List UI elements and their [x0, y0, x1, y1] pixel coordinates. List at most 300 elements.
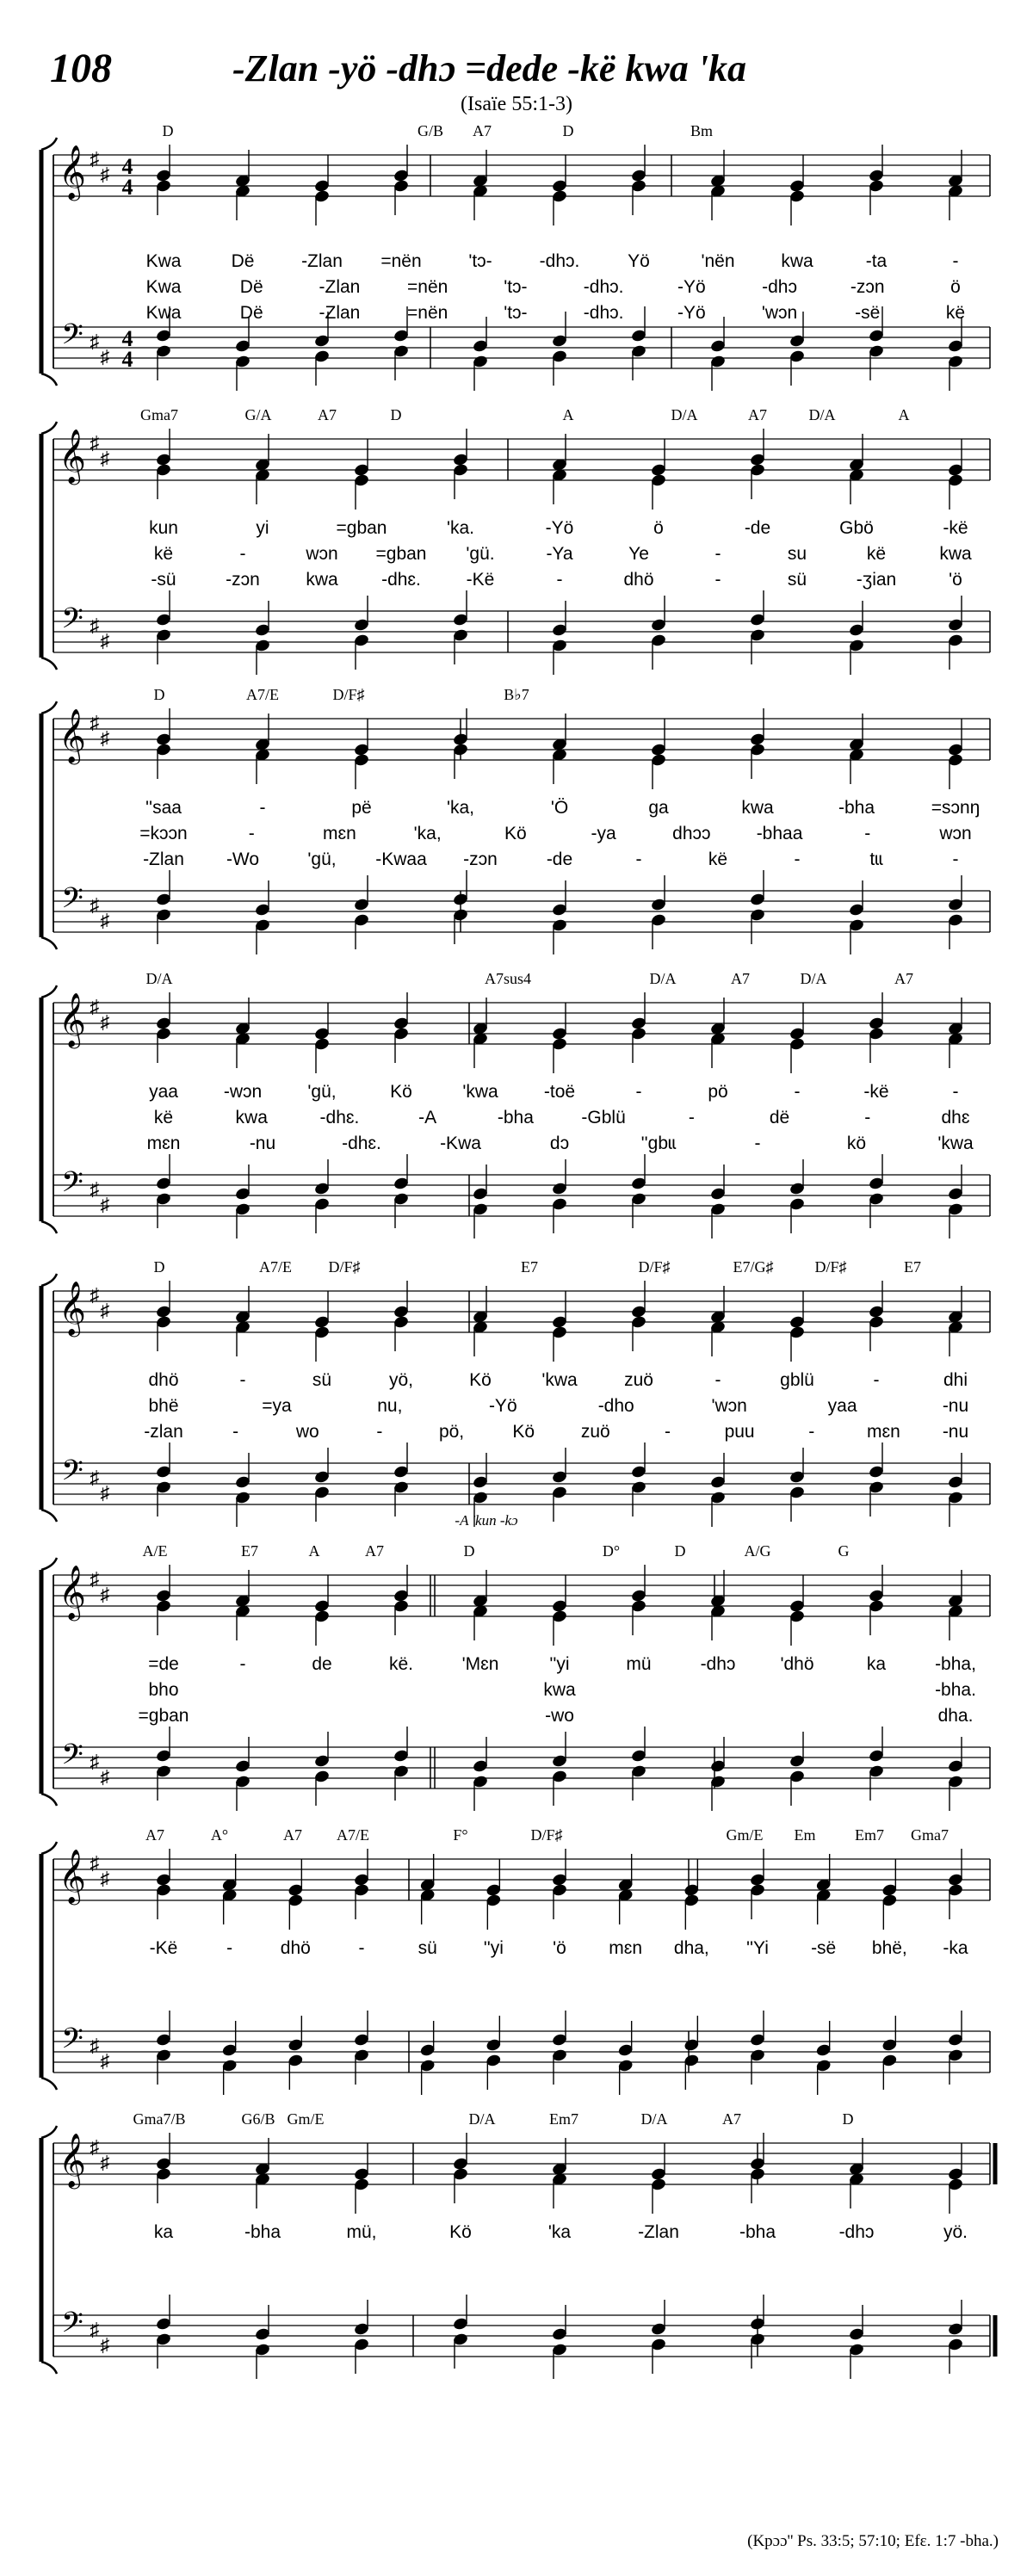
chord-symbol: F° — [453, 1826, 468, 1844]
lyric-syllable: =nën — [407, 303, 448, 323]
lyric-syllable: - — [226, 1938, 233, 1958]
lyric-syllable: -bha, — [935, 1654, 976, 1674]
lyric-syllable: 'ö — [553, 1938, 566, 1958]
lyric-syllable: - — [239, 1654, 246, 1674]
system-3 — [41, 686, 990, 954]
lyric-syllable: 'wɔn — [761, 303, 798, 323]
lyric-syllable: yö, — [388, 1370, 414, 1390]
lyric-syllable: ö — [950, 277, 961, 297]
hymn-number: 108 — [50, 46, 112, 91]
treble-clef-icon: 𝄞 — [59, 145, 86, 199]
lyric-syllable: ka — [866, 1654, 887, 1674]
bracket-hook — [41, 1842, 57, 2090]
chord-symbol: G — [838, 1542, 850, 1560]
lyric-syllable: mü — [626, 1654, 652, 1674]
lyric-syllable: - — [239, 1370, 246, 1390]
lyric-syllable: -dhɔ. — [583, 303, 624, 323]
key-sharp-icon: ♯ — [90, 1178, 100, 1200]
lyric-syllable: -Yö — [677, 277, 706, 297]
treble-clef-icon: 𝄞 — [59, 1565, 86, 1619]
lyric-syllable: -Zlan — [319, 277, 361, 297]
chord-symbol: D/A — [808, 406, 836, 423]
bracket-hook — [41, 138, 57, 386]
lyric-syllable: -kë — [943, 518, 968, 538]
key-sharp-icon: ♯ — [100, 1194, 110, 1215]
chord-symbol: D/F♯ — [328, 1258, 361, 1276]
lyric-syllable: 'ö — [949, 570, 962, 590]
lyric-syllable: - — [239, 544, 246, 564]
lyric-syllable: -Yö — [545, 518, 574, 538]
lyric-syllable: yaa — [827, 1396, 857, 1416]
lyric-syllable: ''saa — [145, 798, 182, 818]
chord-symbol: Em7 — [549, 2110, 578, 2128]
bracket-hook — [41, 701, 57, 949]
lyric-syllable: gblü — [780, 1370, 814, 1390]
chord-symbol: A — [898, 406, 910, 423]
key-sharp-icon: ♯ — [90, 432, 100, 454]
treble-staff — [53, 1565, 990, 1622]
chord-symbol: D/A — [145, 970, 173, 987]
bass-staff — [53, 318, 990, 372]
lyric-syllable: =ya — [262, 1396, 292, 1416]
lyric-syllable: -së — [811, 1938, 837, 1958]
lyric-syllable: Dë — [231, 251, 255, 271]
chord-symbol: A/G — [744, 1542, 771, 1560]
treble-staff — [53, 1281, 990, 1337]
lyric-syllable: Gbö — [839, 518, 874, 538]
lyric-syllable: - — [635, 849, 642, 869]
lyric-syllable: kwa — [781, 251, 813, 271]
lyric-syllable: =nën — [407, 277, 448, 297]
key-sharp-icon: ♯ — [90, 1284, 100, 1306]
lyric-syllable: =gban — [375, 544, 427, 564]
chord-symbol: Em7 — [855, 1826, 884, 1844]
chord-symbol: A/E — [142, 1542, 168, 1560]
key-sharp-icon: ♯ — [100, 1011, 110, 1033]
treble-clef-icon: 𝄞 — [59, 992, 86, 1047]
lyric-syllable: =gban — [336, 518, 387, 538]
bass-clef-icon: 𝄢 — [61, 882, 84, 922]
lyric-syllable: 'ka, — [413, 824, 442, 843]
bass-clef-icon: 𝄢 — [61, 318, 84, 358]
lyric-syllable: 'nën — [701, 251, 735, 271]
lyric-syllable: - — [714, 570, 721, 590]
system-8 — [41, 2110, 995, 2379]
lyric-syllable: - — [248, 824, 255, 843]
lyric-syllable: Kwa — [145, 277, 182, 297]
lyric-syllable: =gban — [138, 1706, 189, 1726]
system-7 — [41, 1826, 990, 2095]
lyric-syllable: kë — [153, 1108, 174, 1127]
treble-clef-icon: 𝄞 — [59, 1849, 86, 1903]
chord-symbol: D/A — [800, 970, 827, 987]
chord-symbol: A7 — [145, 1826, 164, 1844]
chord-symbol: Em — [794, 1826, 816, 1844]
lyric-syllable: ga — [648, 798, 669, 818]
lyric-syllable: kë. — [388, 1654, 414, 1674]
lyric-syllable: kun — [149, 518, 178, 538]
lyric-syllable: Kwa — [145, 303, 182, 323]
key-sharp-icon: ♯ — [100, 164, 110, 185]
chord-symbol: Gma7 — [911, 1826, 949, 1844]
chord-symbol: D — [153, 1258, 165, 1276]
lyric-syllable: - — [358, 1938, 365, 1958]
lyric-syllable: puu — [724, 1422, 755, 1442]
treble-clef-icon: 𝄞 — [59, 429, 86, 483]
noteheads — [155, 708, 963, 954]
chord-symbol: A° — [210, 1826, 229, 1844]
lyric-syllable: 'tɔ- — [468, 251, 492, 271]
lyric-syllable: dhö — [623, 570, 654, 590]
chord-symbol: D/A — [468, 2110, 496, 2128]
lyric-syllable: - — [556, 570, 563, 590]
scripture-reference: (Isaïe 55:1-3) — [461, 93, 572, 115]
lyric-syllable: 'gü, — [307, 849, 337, 869]
lyric-syllable: -kë — [863, 1082, 889, 1102]
lyric-syllable: bhë, — [871, 1938, 907, 1958]
treble-clef-icon: 𝄞 — [59, 1281, 86, 1335]
lyric-syllable: kwa — [306, 570, 338, 590]
lyric-syllable: Kö — [390, 1082, 412, 1102]
treble-clef-icon: 𝄞 — [59, 2133, 86, 2187]
chord-symbol: A7 — [894, 970, 913, 987]
lyric-syllable: mɛn — [146, 1134, 181, 1153]
lyric-syllable: - — [259, 798, 266, 818]
key-sharp-icon: ♯ — [100, 1300, 110, 1321]
key-sharp-icon: ♯ — [90, 2319, 100, 2340]
lyric-syllable: ka — [153, 2222, 174, 2242]
chord-symbol: D — [390, 406, 402, 423]
lyric-syllable: tɩɩ — [869, 849, 883, 869]
lyric-syllable: -Ya — [546, 544, 573, 564]
treble-staff — [53, 708, 990, 765]
bass-clef-icon: 𝄢 — [61, 602, 84, 642]
chord-symbol: A7 — [473, 122, 492, 139]
chord-symbol: Gm/E — [287, 2110, 325, 2128]
bass-staff — [53, 1739, 990, 1788]
lyric-syllable: - — [794, 1082, 801, 1102]
lyric-syllable: - — [952, 849, 959, 869]
lyric-syllable: -Kë — [149, 1938, 178, 1958]
lyric-syllable: 'ka. — [446, 518, 475, 538]
key-sharp-icon: ♯ — [90, 894, 100, 916]
lyric-syllable: yö. — [943, 2222, 968, 2242]
key-sharp-icon: ♯ — [100, 346, 110, 368]
lyric-syllable: -dhɔ — [700, 1654, 736, 1674]
bass-staff — [53, 2023, 990, 2073]
lyric-syllable: -dhɛ. — [342, 1134, 381, 1153]
lyric-syllable: kë — [866, 544, 887, 564]
lyric-syllable: dhɛ — [941, 1108, 970, 1127]
key-sharp-icon: ♯ — [100, 448, 110, 469]
lyric-syllable: 'kwa — [937, 1134, 974, 1153]
lyric-syllable: -dhɛ. — [319, 1108, 360, 1127]
chord-symbol: A7 — [722, 2110, 741, 2128]
lyric-syllable: kwa — [235, 1108, 268, 1127]
lyric-syllable: kë — [708, 849, 728, 869]
lyric-syllable: -dhɔ — [838, 2222, 875, 2242]
time-signature-top: 4 — [121, 154, 133, 179]
bass-clef-icon: 𝄢 — [61, 1455, 84, 1494]
lyric-syllable: - — [664, 1422, 671, 1442]
chord-symbol: E7/G♯ — [733, 1258, 774, 1276]
bass-staff — [53, 1455, 990, 1504]
lyric-syllable: -Yö — [488, 1396, 517, 1416]
lyric-syllable: 'Ö — [550, 798, 569, 818]
chord-symbol: G6/B — [241, 2110, 275, 2128]
key-sharp-icon: ♯ — [90, 148, 100, 170]
key-sharp-icon: ♯ — [90, 1568, 100, 1590]
lyric-syllable: =nën — [380, 251, 422, 271]
system-6 — [41, 1512, 990, 1811]
lyric-syllable: pë — [351, 798, 372, 818]
key-sharp-icon: ♯ — [100, 1584, 110, 1605]
chord-symbol: D/F♯ — [638, 1258, 671, 1276]
lyric-syllable: wɔn — [939, 824, 972, 843]
bracket-hook — [41, 1274, 57, 1522]
lyric-syllable: -së — [855, 303, 881, 323]
lyric-syllable: ''Yi — [746, 1938, 769, 1958]
lyric-syllable: -ta — [865, 251, 888, 271]
lyric-syllable: zuö — [624, 1370, 653, 1390]
lyric-syllable: -bha — [739, 2222, 776, 2242]
lyric-syllable: -Kwaa — [375, 849, 427, 869]
treble-staff — [53, 1849, 990, 1906]
lyric-syllable: 'kwa — [541, 1370, 578, 1390]
lyric-syllable: - — [864, 1108, 871, 1127]
chord-symbol: A7 — [731, 970, 750, 987]
chord-symbol: A7/E — [259, 1258, 292, 1276]
lyric-syllable: -A — [418, 1108, 437, 1127]
lyric-syllable: -zlan — [144, 1422, 183, 1442]
lyric-syllable: nu, — [377, 1396, 403, 1416]
lyric-syllable: -ya — [591, 824, 616, 843]
bracket-hook — [41, 1558, 57, 1806]
chord-symbol: A7 — [748, 406, 767, 423]
chord-symbol: Bm — [690, 122, 714, 139]
time-signature-bottom: 4 — [121, 347, 133, 372]
lyric-syllable: dhö — [148, 1370, 179, 1390]
lyric-syllable: sü — [312, 1370, 332, 1390]
key-sharp-icon: ♯ — [100, 2050, 110, 2072]
lyric-syllable: dha, — [673, 1938, 709, 1958]
lyric-syllable: Dë — [239, 303, 263, 323]
chord-symbol: D — [842, 2110, 854, 2128]
lyric-syllable: dɔ — [549, 1134, 570, 1153]
bracket-hook — [41, 2126, 57, 2374]
lyric-syllable: 'ka, — [446, 798, 475, 818]
bass-clef-icon: 𝄢 — [61, 1739, 84, 1778]
lyric-syllable: -zɔn — [850, 277, 885, 297]
chord-symbol: D/F♯ — [530, 1826, 563, 1844]
lyric-syllable: 'gü. — [466, 544, 495, 564]
lyric-syllable: -Wo — [226, 849, 260, 869]
lyric-syllable: - — [952, 251, 959, 271]
system-2 — [41, 406, 990, 675]
lyric-syllable: -bhaa — [756, 824, 803, 843]
key-sharp-icon: ♯ — [90, 1852, 100, 1874]
lyric-syllable: -Zlan — [143, 849, 184, 869]
key-sharp-icon: ♯ — [90, 996, 100, 1017]
lyric-syllable: -wo — [545, 1706, 574, 1726]
lyric-syllable: -Kwa — [440, 1134, 481, 1153]
chord-symbol: A7/E — [337, 1826, 369, 1844]
lyric-syllable: 'kwa — [462, 1082, 498, 1102]
lyric-syllable: dhɔɔ — [672, 824, 711, 843]
chord-symbol: A7 — [283, 1826, 302, 1844]
chord-symbol: D/F♯ — [332, 686, 365, 703]
lyric-syllable: -Yö — [677, 303, 706, 323]
lyric-syllable: -Zlan — [301, 251, 343, 271]
key-sharp-icon: ♯ — [90, 2035, 100, 2056]
lyric-syllable: dhö — [280, 1938, 311, 1958]
lyric-syllable: ''yi — [549, 1654, 570, 1674]
lyric-syllable: -bha — [244, 2222, 281, 2242]
lyric-syllable: -dhɛ. — [381, 570, 421, 590]
lyric-syllable: - — [952, 1082, 959, 1102]
lyric-syllable: - — [864, 824, 871, 843]
lyric-syllable: -dhɔ. — [583, 277, 624, 297]
lyric-syllable: - — [232, 1422, 239, 1442]
lyric-syllable: Kwa — [145, 251, 182, 271]
lyric-syllable: -nu — [249, 1134, 276, 1153]
lyric-syllable: -ka — [943, 1938, 968, 1958]
lyric-syllable: -zɔn — [226, 570, 260, 590]
key-sharp-icon: ♯ — [100, 2334, 110, 2356]
lyric-syllable: -dhɔ — [762, 277, 797, 297]
bass-clef-icon: 𝄢 — [61, 1166, 84, 1206]
system-5 — [41, 1258, 990, 1527]
chord-symbol: A7sus4 — [484, 970, 532, 987]
lyric-syllable: - — [688, 1108, 695, 1127]
lyric-syllable: mɛn — [866, 1422, 900, 1442]
key-sharp-icon: ♯ — [90, 330, 100, 352]
lyric-syllable: - — [808, 1422, 815, 1442]
chord-symbol: D/A — [640, 2110, 668, 2128]
bracket-hook — [41, 422, 57, 670]
chord-symbol: Gma7 — [140, 406, 178, 423]
lyric-syllable: -bha — [497, 1108, 534, 1127]
bass-clef-icon: 𝄢 — [61, 2307, 84, 2346]
lyric-syllable: -wɔn — [223, 1082, 263, 1102]
chord-symbol: B♭7 — [504, 686, 529, 703]
lyric-syllable: - — [794, 849, 801, 869]
system-4 — [41, 970, 990, 1239]
key-sharp-icon: ♯ — [100, 1868, 110, 1889]
bracket-hook — [41, 985, 57, 1233]
lyric-syllable: 'Mɛn — [461, 1654, 499, 1674]
lyric-syllable: -Zlan — [319, 303, 361, 323]
chord-symbol: E7 — [241, 1542, 258, 1560]
bass-staff — [53, 1166, 990, 1216]
lyric-syllable: - — [873, 1370, 880, 1390]
lyric-syllable: 'gü, — [307, 1082, 337, 1102]
lyric-syllable: mɛn — [609, 1938, 643, 1958]
key-sharp-icon: ♯ — [90, 712, 100, 733]
lyric-syllable: kwa — [543, 1680, 576, 1700]
lyric-syllable: - — [754, 1134, 761, 1153]
lyric-syllable: mü, — [346, 2222, 377, 2242]
lyric-syllable: -dhɔ. — [539, 251, 580, 271]
chord-symbol: D — [674, 1542, 686, 1560]
lyric-syllable: dha. — [937, 1706, 974, 1726]
key-sharp-icon: ♯ — [90, 2136, 100, 2158]
chord-symbol: G/B — [417, 122, 444, 139]
lyric-syllable: Kö — [469, 1370, 492, 1390]
key-sharp-icon: ♯ — [90, 1467, 100, 1488]
chord-symbol: D/A — [671, 406, 698, 423]
chord-symbol: G/A — [244, 406, 272, 423]
treble-staff — [53, 992, 990, 1049]
lyric-syllable: 'tɔ- — [504, 303, 528, 323]
treble-staff — [53, 145, 990, 201]
noteheads — [155, 1849, 963, 2095]
key-sharp-icon: ♯ — [100, 1766, 110, 1788]
lyric-syllable: Dë — [239, 277, 263, 297]
lyric-syllable: 'wɔn — [711, 1396, 747, 1416]
lyric-syllable: -bha — [838, 798, 875, 818]
key-sharp-icon: ♯ — [100, 727, 110, 749]
lyric-syllable: sü — [418, 1938, 437, 1958]
lyric-syllable: pö, — [438, 1422, 465, 1442]
cue-text: -A 'kun -kɔ — [455, 1512, 518, 1529]
lyric-syllable: ''yi — [483, 1938, 504, 1958]
lyric-syllable: yi — [256, 518, 269, 538]
lyric-syllable: kwa — [939, 544, 972, 564]
key-sharp-icon: ♯ — [90, 615, 100, 636]
key-sharp-icon: ♯ — [100, 1482, 110, 1504]
lyric-syllable: bho — [148, 1680, 179, 1700]
lyric-syllable: =sɔnŋ — [931, 798, 980, 818]
lyric-syllable: de — [312, 1654, 332, 1674]
lyric-syllable: wo — [295, 1422, 319, 1442]
lyric-syllable: - — [714, 544, 721, 564]
chord-symbol: A7 — [318, 406, 337, 423]
lyric-syllable: ö — [653, 518, 664, 538]
lyric-syllable: -Gblü — [581, 1108, 626, 1127]
lyric-syllable: -de — [546, 849, 573, 869]
lyric-syllable: kö — [846, 1134, 867, 1153]
lyric-syllable: -nu — [942, 1396, 969, 1416]
lyric-syllable: su — [787, 544, 807, 564]
lyric-syllable: dhi — [943, 1370, 968, 1390]
key-sharp-icon: ♯ — [100, 630, 110, 652]
noteheads — [155, 992, 963, 1239]
noteheads — [155, 2133, 963, 2379]
lyric-syllable: Kö — [512, 1422, 535, 1442]
key-sharp-icon: ♯ — [100, 910, 110, 931]
chord-symbol: A7 — [365, 1542, 384, 1560]
lyric-syllable: Kö — [449, 2222, 472, 2242]
treble-clef-icon: 𝄞 — [59, 708, 86, 763]
chord-symbol: D — [562, 122, 574, 139]
treble-staff — [53, 429, 990, 485]
chord-symbol: Gma7/B — [133, 2110, 186, 2128]
lyric-syllable: -nu — [942, 1422, 969, 1442]
time-signature-top: 4 — [121, 326, 133, 351]
lyric-syllable: -ʒian — [856, 570, 897, 590]
lyric-syllable: wɔn — [306, 544, 338, 564]
lyric-syllable: =de — [148, 1654, 179, 1674]
lyric-syllable: - — [376, 1422, 383, 1442]
lyric-syllable: - — [714, 1370, 721, 1390]
key-sharp-icon: ♯ — [100, 2152, 110, 2173]
lyric-syllable: yaa — [149, 1082, 178, 1102]
lyric-syllable: -de — [744, 518, 771, 538]
lyric-syllable: - — [635, 1082, 642, 1102]
lyric-syllable: 'dhö — [780, 1654, 814, 1674]
chord-symbol: D° — [602, 1542, 621, 1560]
